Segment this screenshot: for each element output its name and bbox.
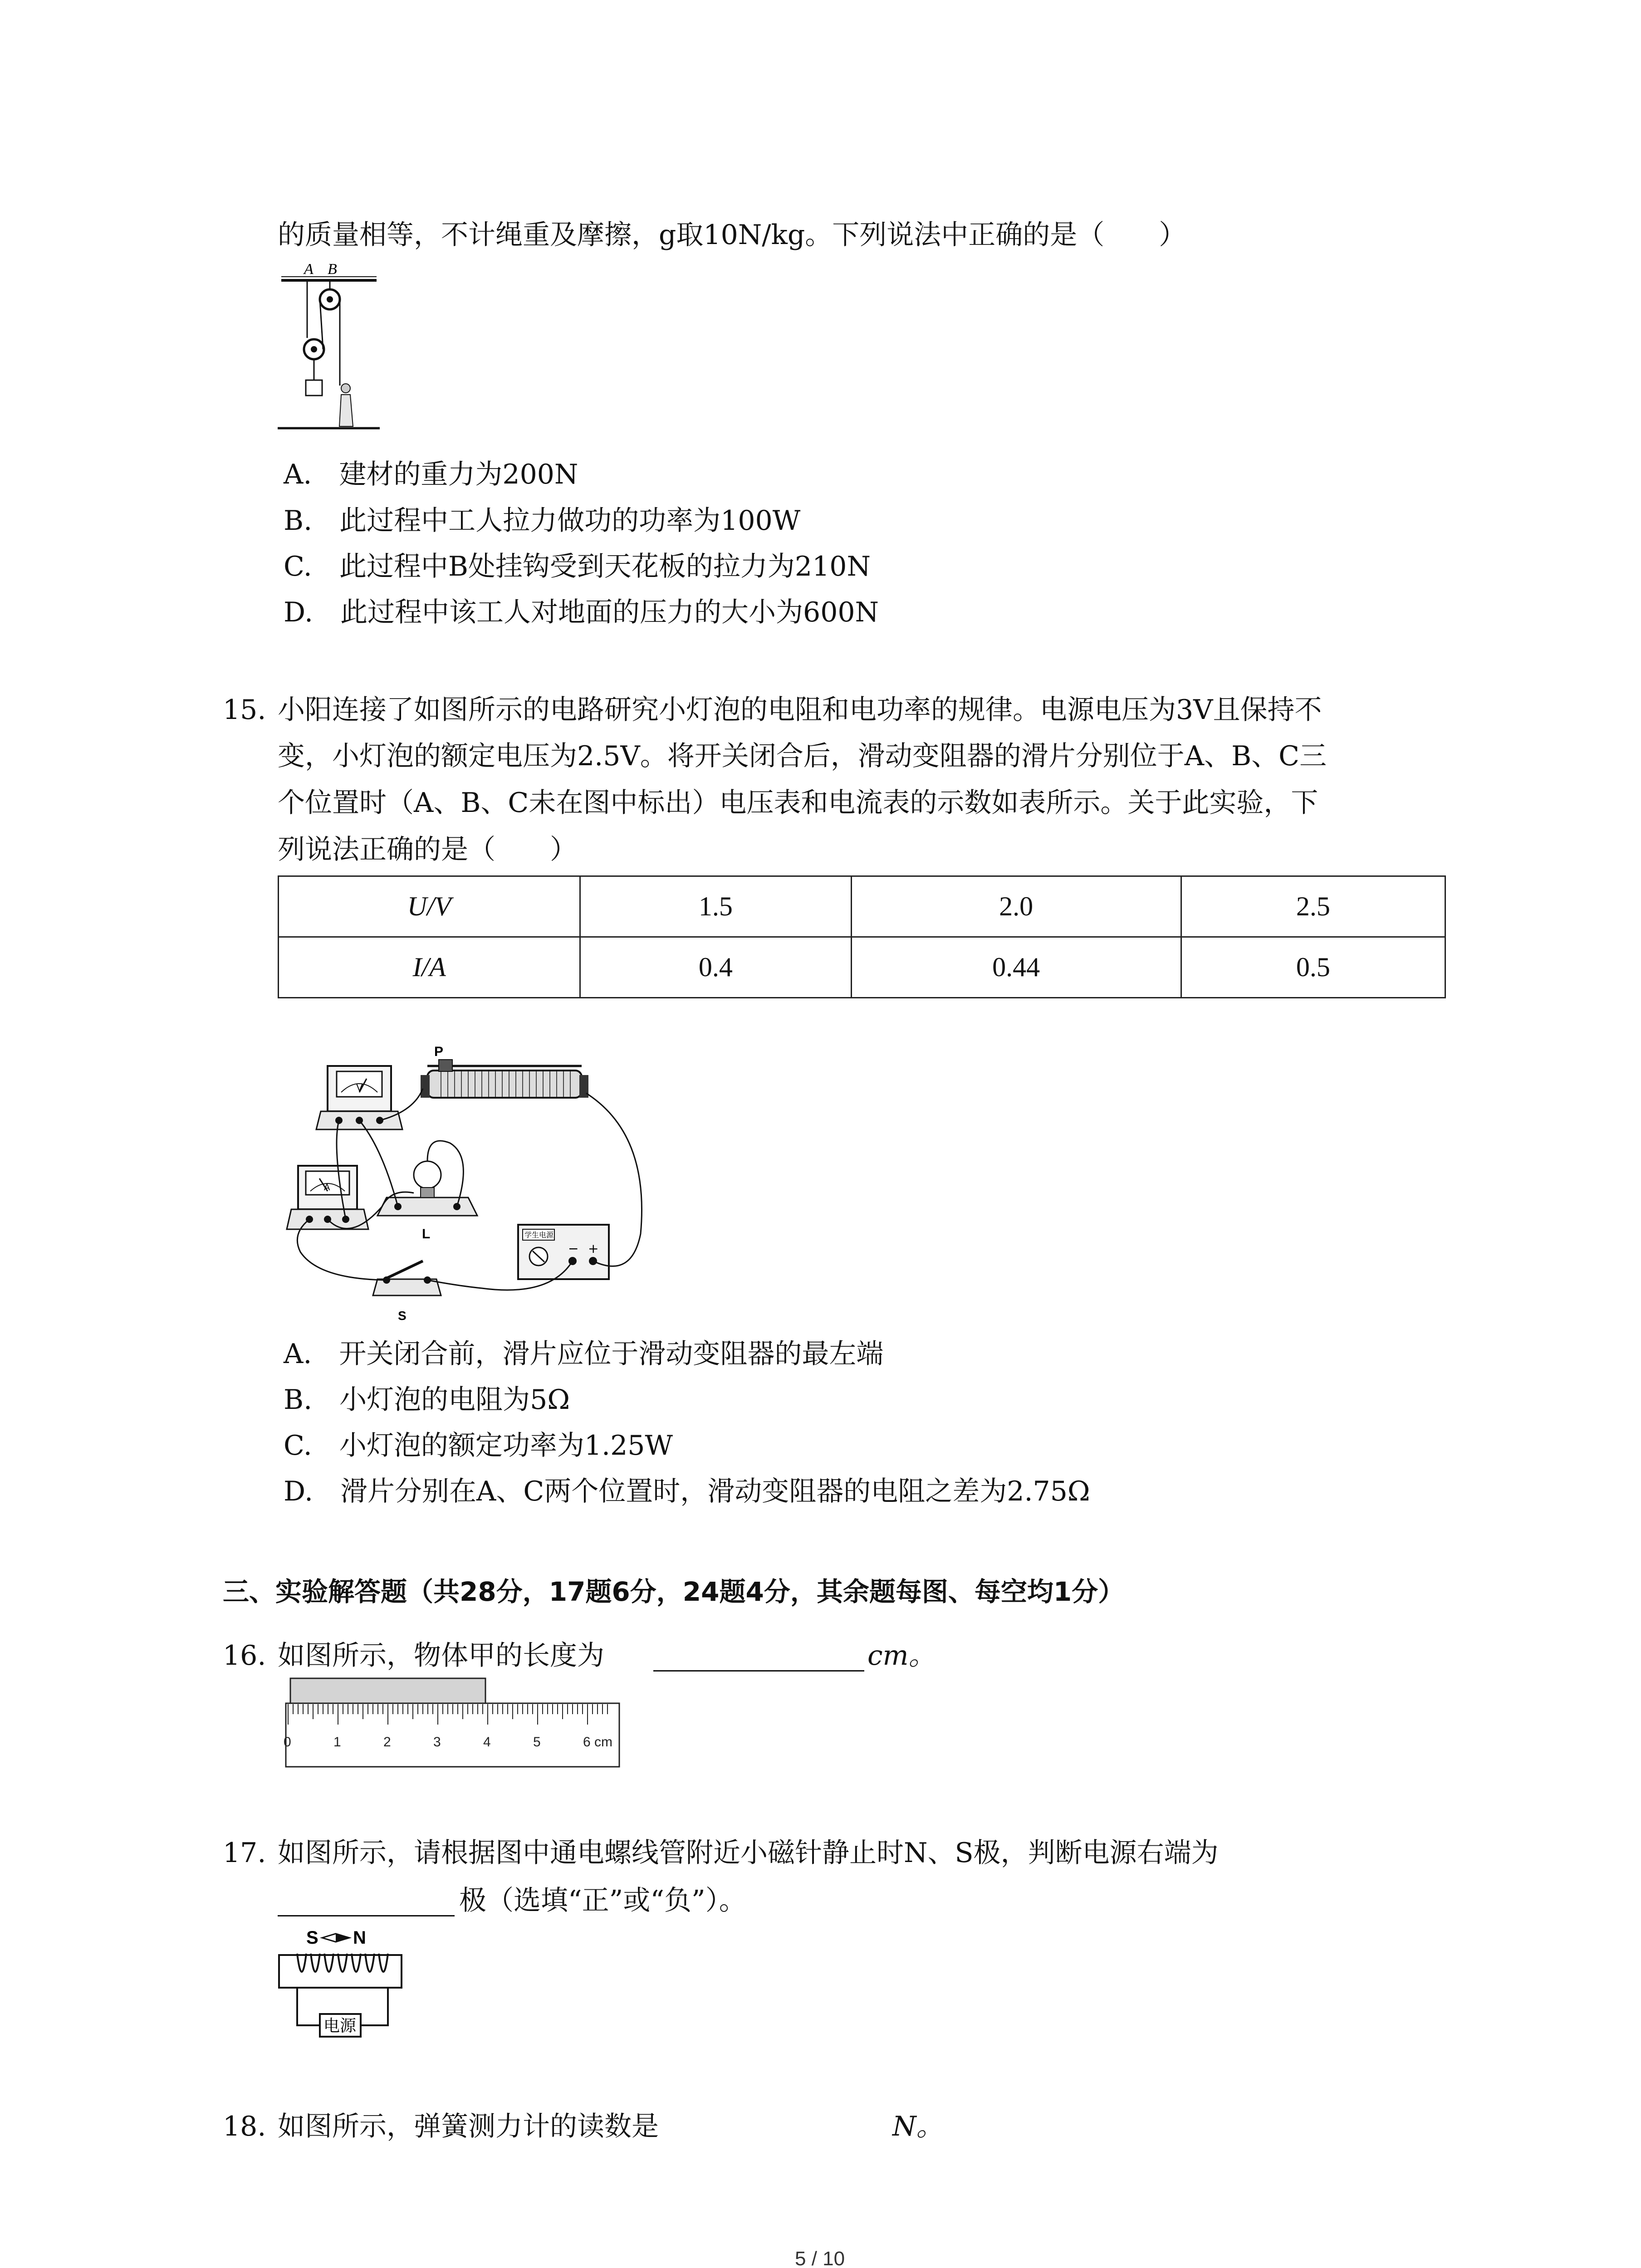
q14-option-a: A. 建材的重力为200N	[284, 459, 578, 490]
q16-answer-blank[interactable]	[653, 1642, 864, 1672]
section-3-title: 三、实验解答题（共28分，17题6分，24题4分，其余题每图、每空均1分）	[223, 1576, 1125, 1607]
minus-label: −	[568, 1241, 579, 1256]
tick-label: 3	[433, 1735, 441, 1750]
table-cell: 0.5	[1181, 937, 1445, 998]
rheostat-label: P	[434, 1044, 444, 1059]
tick-label: 0	[284, 1735, 291, 1750]
supply-label: 学生电源	[524, 1231, 554, 1239]
q15-option-a: A. 开关闭合前，滑片应位于滑动变阻器的最左端	[284, 1338, 884, 1370]
tick-label: 2	[383, 1735, 391, 1750]
needle-s-label: S	[306, 1928, 318, 1948]
pulley-diagram	[278, 263, 382, 435]
solenoid-diagram	[277, 1921, 413, 2043]
table-header-cell: U/V	[279, 876, 580, 937]
q14-option-d: D. 此过程中该工人对地面的压力的大小为600N	[284, 596, 879, 628]
table-row	[279, 876, 1445, 937]
table-row	[279, 937, 1445, 998]
circuit-diagram	[278, 1043, 668, 1325]
tick-label: 5	[533, 1735, 541, 1750]
table-cell: 1.5	[580, 876, 851, 937]
power-source-label: 电源	[323, 2017, 357, 2035]
power-supply	[518, 1225, 609, 1279]
q14-option-b: B. 此过程中工人拉力做功的功率为100W	[284, 505, 801, 537]
page-number: 5 / 10	[795, 2248, 845, 2268]
tick-label: 1	[333, 1735, 341, 1750]
bulb	[377, 1161, 477, 1242]
ruler-diagram	[281, 1676, 626, 1771]
table-cell: 2.5	[1181, 876, 1445, 937]
needle-n-label: N	[353, 1928, 366, 1948]
switch-label: S	[398, 1309, 407, 1323]
q18-number: 18.	[223, 2111, 266, 2142]
q18-text: 如图所示，弹簧测力计的读数是	[278, 2111, 659, 2142]
q16-number: 16.	[223, 1640, 266, 1672]
table-cell: 0.4	[580, 937, 851, 998]
bulb-label: L	[422, 1227, 431, 1242]
voltmeter-label: V	[356, 1082, 363, 1093]
q15-option-c: C. 小灯泡的额定功率为1.25W	[284, 1430, 673, 1461]
table-cell: 0.44	[851, 937, 1181, 998]
q16-unit: cm。	[867, 1640, 936, 1672]
q17-text: 如图所示，请根据图中通电螺线管附近小磁针静止时N、S极，判断电源右端为	[278, 1837, 1219, 1869]
q15-stem-2: 变，小灯泡的额定电压为2.5V。将开关闭合后，滑动变阻器的滑片分别位于A、B、C三	[278, 740, 1327, 772]
table-header-cell: I/A	[279, 937, 580, 998]
q16-text: 如图所示，物体甲的长度为	[278, 1640, 604, 1672]
q17-answer-blank[interactable]	[278, 1887, 455, 1916]
q17-number: 17.	[223, 1837, 266, 1869]
q15-number: 15.	[223, 694, 266, 726]
voltmeter	[316, 1066, 402, 1129]
q17-text2: 极（选填“正”或“负”）。	[459, 1885, 746, 1916]
table-cell: 2.0	[851, 876, 1181, 937]
object-jia	[290, 1678, 485, 1703]
plus-label: +	[588, 1241, 599, 1256]
rheostat	[421, 1044, 588, 1098]
label-a: A	[304, 261, 314, 278]
q15-stem-1: 小阳连接了如图所示的电路研究小灯泡的电阻和电功率的规律。电源电压为3V且保持不	[278, 694, 1322, 726]
ammeter-label: A	[324, 1183, 330, 1193]
q15-data-table	[278, 875, 1446, 998]
q14-option-c: C. 此过程中B处挂钩受到天花板的拉力为210N	[284, 551, 871, 582]
q15-option-b: B. 小灯泡的电阻为5Ω	[284, 1384, 570, 1416]
label-b: B	[328, 261, 337, 278]
q15-stem-4: 列说法正确的是（ ）	[278, 834, 577, 865]
tick-label: 6 cm	[583, 1735, 613, 1750]
q15-stem-3: 个位置时（A、B、C未在图中标出）电压表和电流表的示数如表所示。关于此实验，下	[278, 787, 1318, 819]
q14-intro: 的质量相等，不计绳重及摩擦，g取10N/kg。下列说法中正确的是（ ）	[278, 219, 1186, 251]
q15-option-d: D. 滑片分别在A、C两个位置时，滑动变阻器的电阻之差为2.75Ω	[284, 1476, 1090, 1507]
q18-unit: N。	[892, 2111, 944, 2142]
tick-label: 4	[483, 1735, 491, 1750]
switch	[373, 1261, 441, 1323]
